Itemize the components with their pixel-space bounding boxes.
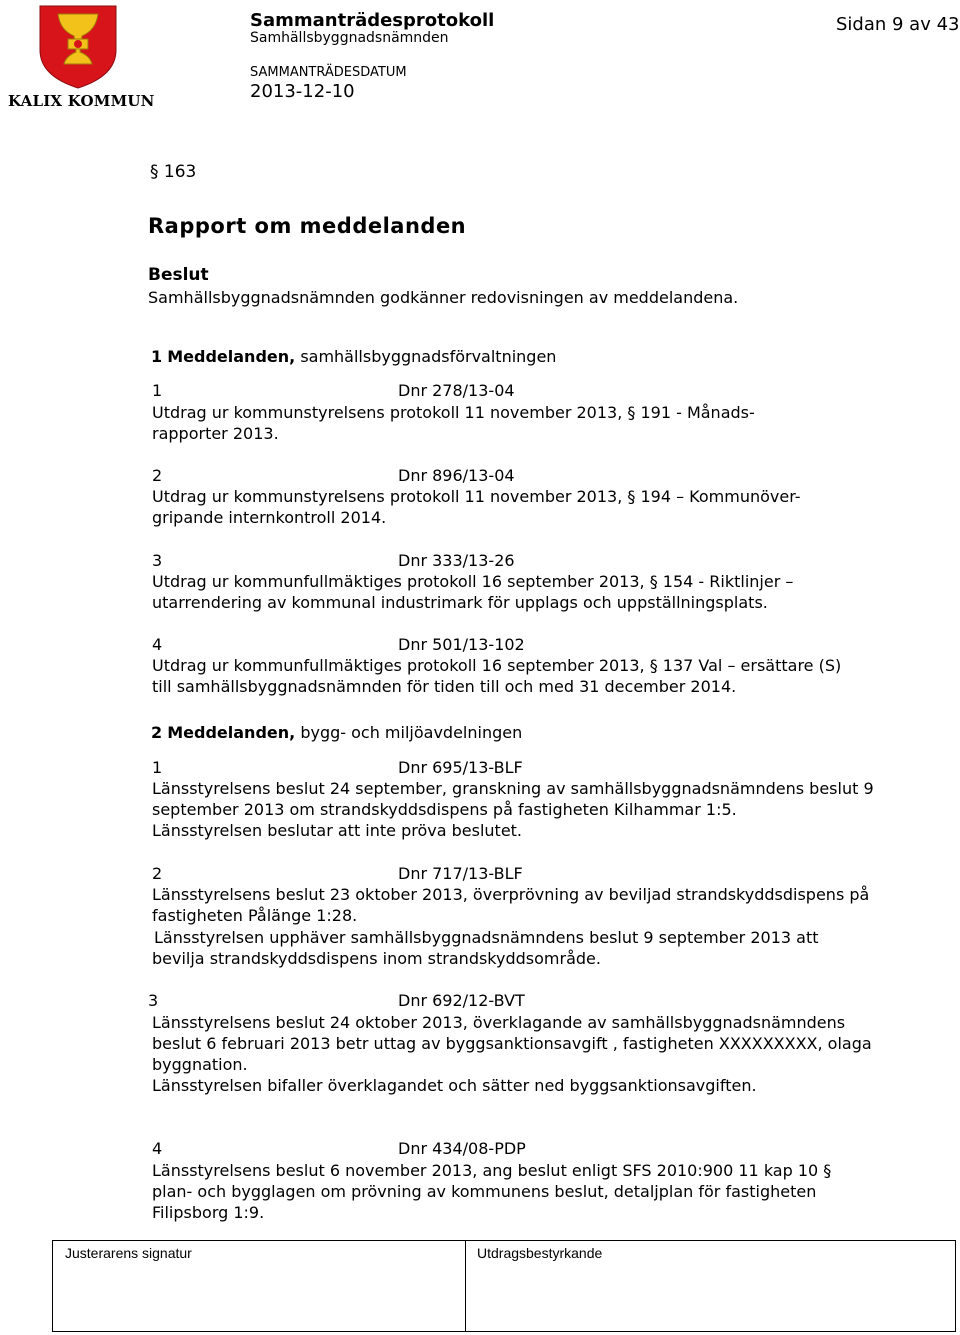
item-text-line: fastigheten Pålänge 1:28. xyxy=(152,906,358,925)
item-text-line: Utdrag ur kommunfullmäktiges protokoll 16 september 2013, § 154 - Riktlinjer – xyxy=(152,572,794,591)
item-text-line: byggnation. xyxy=(152,1055,248,1074)
item-number: 2 xyxy=(152,864,163,883)
group-heading xyxy=(151,346,556,367)
item-text-line: Utdrag ur kommunstyrelsens protokoll 11 november 2013, § 191 - Månads- xyxy=(152,403,755,422)
group-subtitle: bygg- och miljöavdelningen xyxy=(300,723,523,742)
item-text-line: september 2013 om strandskyddsdispens på fastigheten Kilhammar 1:5. xyxy=(152,800,737,819)
group-heading xyxy=(151,722,522,743)
item-text-line: Länsstyrelsens beslut 24 oktober 2013, överklagande av samhällsbyggnadsnämndens xyxy=(152,1013,846,1032)
item-dnr: Dnr 692/12-BVT xyxy=(398,991,525,1010)
item-text-line: till samhällsbyggnadsnämnden för tiden till och med 31 december 2014. xyxy=(152,677,737,696)
group-number: 1 xyxy=(151,347,163,366)
item-dnr: Dnr 333/13-26 xyxy=(398,551,515,570)
item-text-line: bevilja strandskyddsdispens inom strandskyddsområde. xyxy=(152,949,601,968)
item-text-line: utarrendering av kommunal industrimark för upplags och uppställningsplats. xyxy=(152,593,768,612)
item-dnr: Dnr 278/13-04 xyxy=(398,381,515,400)
signature-cell[interactable] xyxy=(53,1241,466,1331)
page-number: Sidan 9 av 43 xyxy=(836,14,960,35)
item-text-line: Länsstyrelsen upphäver samhällsbyggnadsnämndens beslut 9 september 2013 att xyxy=(154,928,819,947)
signature-table xyxy=(52,1240,956,1332)
item-dnr: Dnr 896/13-04 xyxy=(398,466,515,485)
group-subtitle: samhällsbyggnadsförvaltningen xyxy=(300,347,557,366)
committee-name: Samhällsbyggnadsnämnden xyxy=(250,30,449,46)
item-text-line: rapporter 2013. xyxy=(152,424,279,443)
item-number: 4 xyxy=(152,1139,163,1158)
group-title: Meddelanden, xyxy=(167,347,296,366)
item-text-line: Filipsborg 1:9. xyxy=(152,1203,265,1222)
item-text-line: Länsstyrelsen beslutar att inte pröva beslutet. xyxy=(152,821,523,840)
item-text-line: plan- och bygglagen om prövning av kommunens beslut, detaljplan för fastigheten xyxy=(152,1182,817,1201)
item-text-line: Länsstyrelsens beslut 23 oktober 2013, överprövning av beviljad strandskyddsdispens på xyxy=(152,885,870,904)
group-title: Meddelanden, xyxy=(167,723,296,742)
decision-text: Samhällsbyggnadsnämnden godkänner redovisningen av meddelandena. xyxy=(148,288,739,307)
meeting-date-label: SAMMANTRÄDESDATUM xyxy=(250,65,407,80)
certification-label: Utdragsbestyrkande xyxy=(477,1245,603,1261)
signature-label: Justerarens signatur xyxy=(65,1245,192,1261)
item-dnr: Dnr 501/13-102 xyxy=(398,635,525,654)
meeting-date: 2013-12-10 xyxy=(250,81,355,102)
document-title: Sammanträdesprotokoll xyxy=(250,10,495,31)
item-number: 1 xyxy=(152,381,163,400)
item-text-line: Länsstyrelsens beslut 24 september, granskning av samhällsbyggnadsnämndens beslut 9 xyxy=(152,779,874,798)
item-dnr: Dnr 717/13-BLF xyxy=(398,864,523,883)
org-name: KALIX KOMMUN xyxy=(8,92,155,110)
item-number: 1 xyxy=(152,758,163,777)
item-text-line: Länsstyrelsen bifaller överklagandet och sätter ned byggsanktionsavgiften. xyxy=(152,1076,757,1095)
coat-of-arms-icon xyxy=(8,4,148,90)
certification-cell[interactable] xyxy=(465,1241,955,1331)
item-text-line: gripande internkontroll 2014. xyxy=(152,508,387,527)
decision-label: Beslut xyxy=(148,265,209,285)
section-number: § 163 xyxy=(150,162,197,182)
item-dnr: Dnr 695/13-BLF xyxy=(398,758,523,777)
item-text-line: beslut 6 februari 2013 betr uttag av byggsanktionsavgift , fastigheten XXXXXXXXX, olaga xyxy=(152,1034,872,1053)
item-number: 4 xyxy=(152,635,163,654)
item-text-line: Utdrag ur kommunfullmäktiges protokoll 16 september 2013, § 137 Val – ersättare (S) xyxy=(152,656,842,675)
item-dnr: Dnr 434/08-PDP xyxy=(398,1139,526,1158)
item-number: 2 xyxy=(152,466,163,485)
kalix-logo xyxy=(8,4,155,110)
item-text-line: Utdrag ur kommunstyrelsens protokoll 11 november 2013, § 194 – Kommunöver- xyxy=(152,487,801,506)
item-number: 3 xyxy=(148,991,159,1010)
item-text-line: Länsstyrelsens beslut 6 november 2013, ang beslut enligt SFS 2010:900 11 kap 10 § xyxy=(152,1161,832,1180)
item-number: 3 xyxy=(152,551,163,570)
page-title: Rapport om meddelanden xyxy=(148,214,467,238)
group-number: 2 xyxy=(151,723,163,742)
